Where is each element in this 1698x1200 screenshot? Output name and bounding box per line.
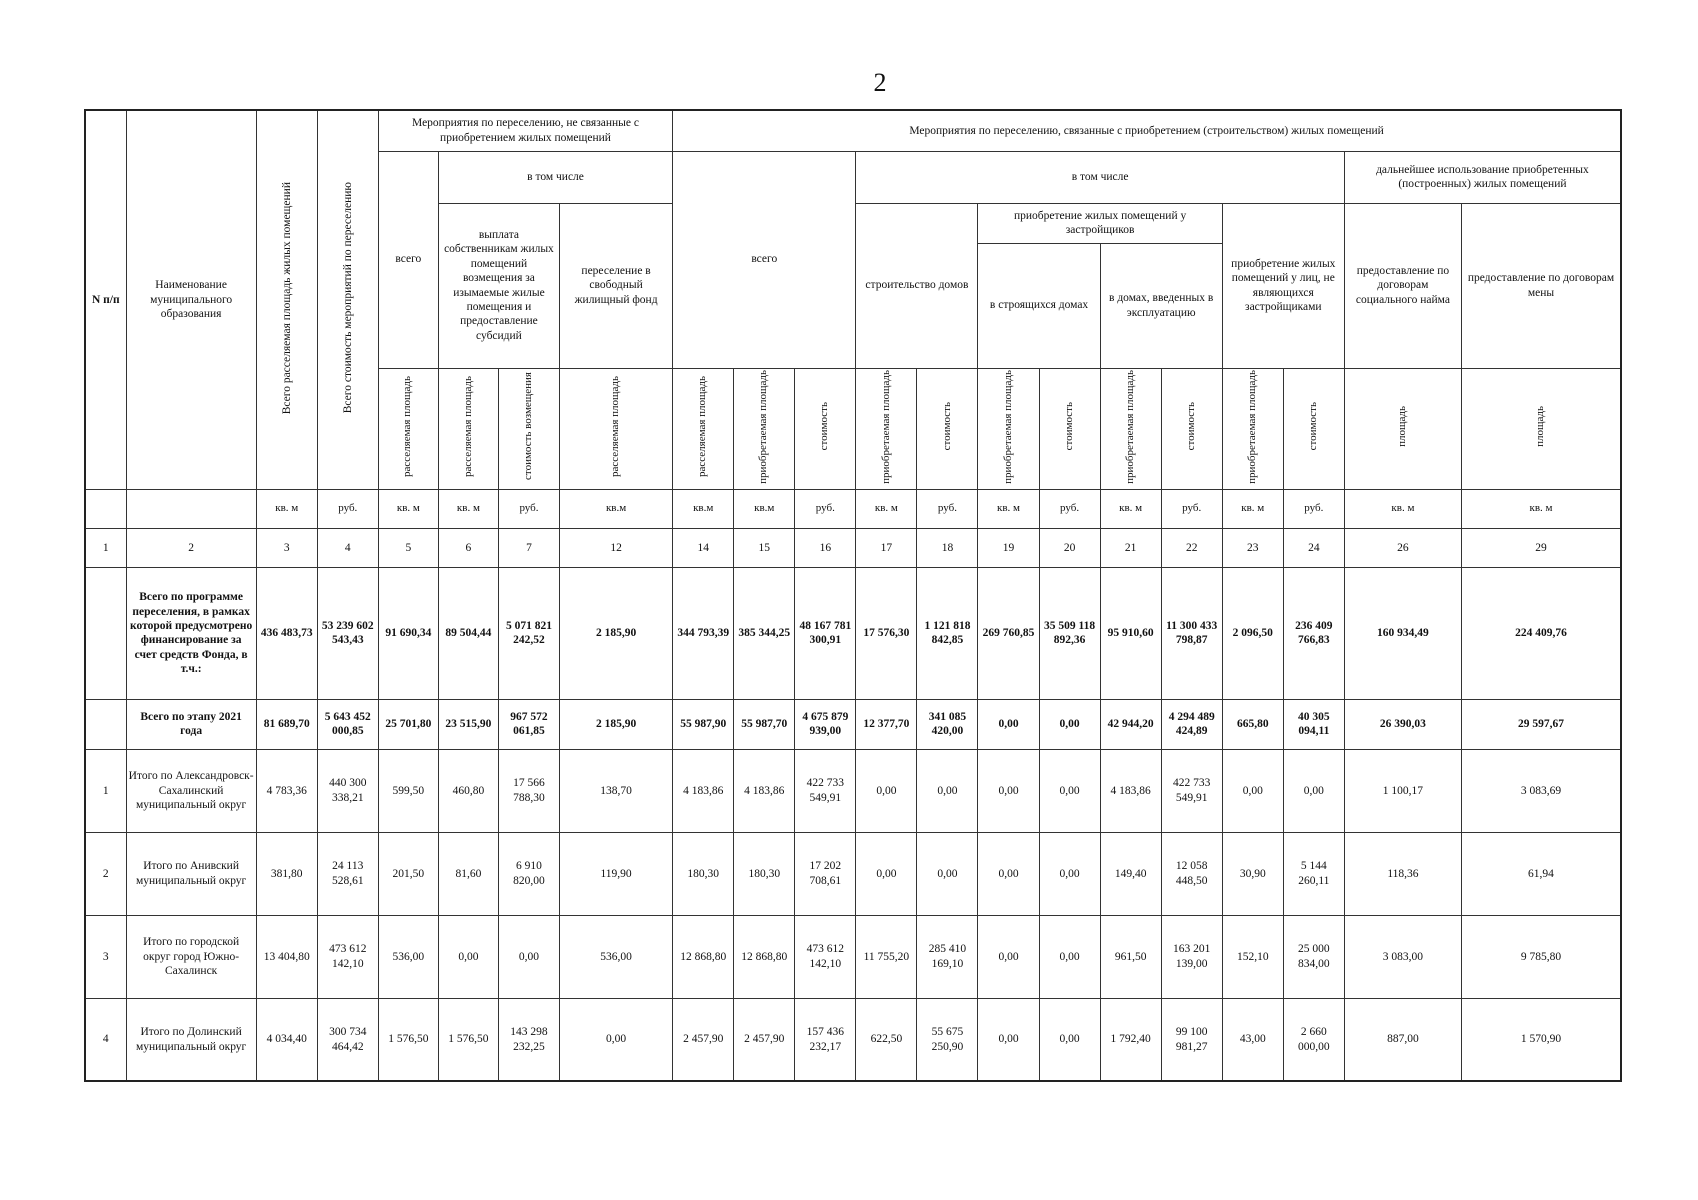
table-cell: 0,00 (978, 915, 1039, 998)
table-cell: 42 944,20 (1100, 699, 1161, 749)
table-cell: 4 183,86 (1100, 749, 1161, 832)
unit-cell: кв. м (438, 489, 498, 528)
column-number: 24 (1283, 528, 1344, 567)
column-number: 15 (734, 528, 795, 567)
table-cell: 6 910 820,00 (498, 832, 559, 915)
row-name: Итого по Анивский муниципальный округ (126, 832, 256, 915)
table-cell: 5 144 260,11 (1283, 832, 1344, 915)
row-number (85, 567, 126, 699)
table-cell: 961,50 (1100, 915, 1161, 998)
sub-col-24: стоимость (1283, 368, 1344, 489)
table-cell: 341 085 420,00 (917, 699, 978, 749)
table-cell: 61,94 (1461, 832, 1621, 915)
table-cell: 12 377,70 (856, 699, 917, 749)
table-cell: 5 643 452 000,85 (317, 699, 378, 749)
table-cell: 0,00 (560, 998, 673, 1081)
sub-col-20: стоимость (1039, 368, 1100, 489)
header-total-area (256, 110, 317, 489)
row-number: 1 (85, 749, 126, 832)
table-cell: 0,00 (1039, 998, 1100, 1081)
table-cell: 0,00 (1039, 915, 1100, 998)
table-cell: 0,00 (1222, 749, 1283, 832)
header-total-area-text: Всего расселяемая площадь жилых помещений (280, 181, 293, 414)
unit-cell: кв. м (1461, 489, 1621, 528)
table-cell: 55 987,70 (734, 699, 795, 749)
sub-col-18: стоимость (917, 368, 978, 489)
table-row (85, 915, 1621, 998)
table-cell: 1 792,40 (1100, 998, 1161, 1081)
unit-cell: руб. (1283, 489, 1344, 528)
column-number: 26 (1344, 528, 1461, 567)
table-cell: 344 793,39 (673, 567, 734, 699)
table-cell: 26 390,03 (1344, 699, 1461, 749)
header-social-lease: предоставление по договорам социального найма (1344, 203, 1461, 368)
header-construction: строительство домов (856, 203, 978, 368)
table-cell: 224 409,76 (1461, 567, 1621, 699)
header-total-cost-text: Всего стоимость мероприятий по переселению (341, 182, 354, 414)
header-purchase-developers: приобретение жилых помещений у застройщиков (978, 203, 1222, 243)
unit-cell: руб. (1039, 489, 1100, 528)
sub-col-17: приобретаемая площадь (856, 368, 917, 489)
unit-cell: кв. м (256, 489, 317, 528)
sub-col-12: расселяемая площадь (560, 368, 673, 489)
table-cell: 887,00 (1344, 998, 1461, 1081)
column-number: 3 (256, 528, 317, 567)
unit-cell: руб. (795, 489, 856, 528)
table-cell: 0,00 (978, 998, 1039, 1081)
column-number: 7 (498, 528, 559, 567)
table-cell: 0,00 (1283, 749, 1344, 832)
table-cell: 11 300 433 798,87 (1161, 567, 1222, 699)
table-cell: 89 504,44 (438, 567, 498, 699)
unit-cell: кв.м (673, 489, 734, 528)
table-cell: 24 113 528,61 (317, 832, 378, 915)
table-cell: 599,50 (378, 749, 438, 832)
column-number: 17 (856, 528, 917, 567)
table-cell: 12 058 448,50 (1161, 832, 1222, 915)
table-cell: 385 344,25 (734, 567, 795, 699)
table-cell: 2 185,90 (560, 567, 673, 699)
table-cell: 0,00 (856, 832, 917, 915)
unit-cell: руб. (317, 489, 378, 528)
unit-cell (126, 489, 256, 528)
column-number: 2 (126, 528, 256, 567)
sub-col-21: приобретаемая площадь (1100, 368, 1161, 489)
table-cell: 536,00 (378, 915, 438, 998)
table-cell: 17 576,30 (856, 567, 917, 699)
sub-col-16: стоимость (795, 368, 856, 489)
unit-cell: кв. м (1222, 489, 1283, 528)
table-cell: 269 760,85 (978, 567, 1039, 699)
table-cell: 0,00 (1039, 832, 1100, 915)
table-cell: 1 576,50 (438, 998, 498, 1081)
table-cell: 152,10 (1222, 915, 1283, 998)
table-cell: 157 436 232,17 (795, 998, 856, 1081)
row-name: Всего по программе переселения, в рамках которой предусмотрено финансирование за счет средств Фонда, в т.ч.: (126, 567, 256, 699)
header-purchase-nondev: приобретение жилых помещений у лиц, не являющихся застройщиками (1222, 203, 1344, 368)
table-cell: 422 733 549,91 (795, 749, 856, 832)
unit-cell (85, 489, 126, 528)
unit-cell: кв.м (560, 489, 673, 528)
column-number: 16 (795, 528, 856, 567)
header-exchange: предоставление по договорам мены (1461, 203, 1621, 368)
page-number: 2 (873, 68, 887, 97)
row-number (85, 699, 126, 749)
column-number: 6 (438, 528, 498, 567)
row-number: 3 (85, 915, 126, 998)
table-cell: 0,00 (1039, 749, 1100, 832)
sub-col-19: приобретаемая площадь (978, 368, 1039, 489)
table-row (85, 699, 1621, 749)
table-cell: 55 675 250,90 (917, 998, 978, 1081)
table-cell: 30,90 (1222, 832, 1283, 915)
table-row (85, 749, 1621, 832)
table-cell: 35 509 118 892,36 (1039, 567, 1100, 699)
column-number: 4 (317, 528, 378, 567)
header-payment: выплата собственникам жилых помещений возмещения за изымаемые жилые помещения и предоставление субсидий (438, 203, 559, 368)
table-cell: 4 183,86 (673, 749, 734, 832)
table-cell: 180,30 (734, 832, 795, 915)
table-cell: 440 300 338,21 (317, 749, 378, 832)
table-cell: 29 597,67 (1461, 699, 1621, 749)
table-cell: 180,30 (673, 832, 734, 915)
table-cell: 160 934,49 (1344, 567, 1461, 699)
table-cell: 300 734 464,42 (317, 998, 378, 1081)
table-cell: 436 483,73 (256, 567, 317, 699)
table-cell: 0,00 (498, 915, 559, 998)
table-cell: 0,00 (856, 749, 917, 832)
table-cell: 81 689,70 (256, 699, 317, 749)
unit-cell: кв.м (734, 489, 795, 528)
column-number: 18 (917, 528, 978, 567)
table-cell: 11 755,20 (856, 915, 917, 998)
unit-cell: руб. (498, 489, 559, 528)
table-cell: 17 202 708,61 (795, 832, 856, 915)
unit-cell: руб. (1161, 489, 1222, 528)
table-cell: 13 404,80 (256, 915, 317, 998)
table-cell: 201,50 (378, 832, 438, 915)
table-cell: 422 733 549,91 (1161, 749, 1222, 832)
table-cell: 4 034,40 (256, 998, 317, 1081)
sub-col-22: стоимость (1161, 368, 1222, 489)
sub-col-14: расселяемая площадь (673, 368, 734, 489)
row-number: 4 (85, 998, 126, 1081)
table-cell: 0,00 (978, 832, 1039, 915)
unit-cell: кв. м (1344, 489, 1461, 528)
table-row (85, 998, 1621, 1081)
unit-cell: кв. м (378, 489, 438, 528)
unit-cell: руб. (917, 489, 978, 528)
row-name: Итого по Александровск-Сахалинский муниципальный округ (126, 749, 256, 832)
table-cell: 143 298 232,25 (498, 998, 559, 1081)
table-cell: 0,00 (438, 915, 498, 998)
table-cell: 0,00 (917, 832, 978, 915)
table-row (85, 567, 1621, 699)
table-cell: 3 083,00 (1344, 915, 1461, 998)
unit-cell: кв. м (856, 489, 917, 528)
table-cell: 119,90 (560, 832, 673, 915)
table-cell: 4 675 879 939,00 (795, 699, 856, 749)
row-number: 2 (85, 832, 126, 915)
table-cell: 99 100 981,27 (1161, 998, 1222, 1081)
column-number: 19 (978, 528, 1039, 567)
table-cell: 91 690,34 (378, 567, 438, 699)
sub-col-26: площадь (1344, 368, 1461, 489)
table-cell: 4 294 489 424,89 (1161, 699, 1222, 749)
table-cell: 3 083,69 (1461, 749, 1621, 832)
resettlement-table (84, 109, 1622, 1082)
header-commissioned: в домах, введенных в эксплуатацию (1100, 243, 1222, 368)
table-cell: 55 987,90 (673, 699, 734, 749)
table-cell: 4 783,36 (256, 749, 317, 832)
header-under-construction: в строящихся домах (978, 243, 1100, 368)
units-row (85, 489, 1621, 528)
table-cell: 2 660 000,00 (1283, 998, 1344, 1081)
column-number: 1 (85, 528, 126, 567)
sub-col-6: расселяемая площадь (438, 368, 498, 489)
table-row (85, 832, 1621, 915)
table-cell: 12 868,80 (734, 915, 795, 998)
table-cell: 118,36 (1344, 832, 1461, 915)
sub-col-5: расселяемая площадь (378, 368, 438, 489)
table-cell: 43,00 (1222, 998, 1283, 1081)
header-n: N п/п (85, 110, 126, 489)
table-cell: 149,40 (1100, 832, 1161, 915)
table-cell: 1 576,50 (378, 998, 438, 1081)
table-cell: 622,50 (856, 998, 917, 1081)
column-number: 20 (1039, 528, 1100, 567)
sub-col-23: приобретаемая площадь (1222, 368, 1283, 489)
header-group-related: Мероприятия по переселению, связанные с приобретением (строительством) жилых помещений (673, 110, 1621, 151)
row-name: Итого по городской округ город Южно-Сахалинск (126, 915, 256, 998)
table-cell: 0,00 (1039, 699, 1100, 749)
header-nr-v-tom-chisle: в том числе (438, 151, 672, 203)
table-cell: 2 185,90 (560, 699, 673, 749)
column-number: 29 (1461, 528, 1621, 567)
table-cell: 460,80 (438, 749, 498, 832)
header-r-v-tom-chisle: в том числе (856, 151, 1345, 203)
table-cell: 138,70 (560, 749, 673, 832)
table-cell: 473 612 142,10 (317, 915, 378, 998)
column-numbers-row (85, 528, 1621, 567)
table-cell: 5 071 821 242,52 (498, 567, 559, 699)
header-group-not-related: Мероприятия по переселению, не связанные с приобретением жилых помещений (378, 110, 672, 151)
data-rows (85, 567, 1621, 1081)
column-number: 5 (378, 528, 438, 567)
table-cell: 1 100,17 (1344, 749, 1461, 832)
table-cell: 53 239 602 543,43 (317, 567, 378, 699)
table-cell: 1 570,90 (1461, 998, 1621, 1081)
table-cell: 0,00 (978, 749, 1039, 832)
table-cell: 967 572 061,85 (498, 699, 559, 749)
table-cell: 0,00 (978, 699, 1039, 749)
table-cell: 23 515,90 (438, 699, 498, 749)
table-cell: 2 096,50 (1222, 567, 1283, 699)
table-cell: 2 457,90 (673, 998, 734, 1081)
table-cell: 1 121 818 842,85 (917, 567, 978, 699)
table-cell: 17 566 788,30 (498, 749, 559, 832)
table-cell: 40 305 094,11 (1283, 699, 1344, 749)
table-cell: 12 868,80 (673, 915, 734, 998)
table-cell: 163 201 139,00 (1161, 915, 1222, 998)
table-cell: 4 183,86 (734, 749, 795, 832)
table-cell: 25 701,80 (378, 699, 438, 749)
table-cell: 285 410 169,10 (917, 915, 978, 998)
header-free-fund: переселение в свободный жилищный фонд (560, 203, 673, 368)
header-total-cost (317, 110, 378, 489)
row-name: Всего по этапу 2021 года (126, 699, 256, 749)
header-further-use: дальнейшее использование приобретенных (построенных) жилых помещений (1344, 151, 1621, 203)
table-cell: 81,60 (438, 832, 498, 915)
table-cell: 9 785,80 (1461, 915, 1621, 998)
sub-col-15: приобретаемая площадь (734, 368, 795, 489)
row-name: Итого по Долинский муниципальный округ (126, 998, 256, 1081)
column-number: 23 (1222, 528, 1283, 567)
header-r-vsego: всего (673, 151, 856, 368)
sub-col-7: стоимость возмещения (498, 368, 559, 489)
column-number: 14 (673, 528, 734, 567)
table-cell: 95 910,60 (1100, 567, 1161, 699)
column-number: 21 (1100, 528, 1161, 567)
table-cell: 2 457,90 (734, 998, 795, 1081)
column-number: 22 (1161, 528, 1222, 567)
table-cell: 236 409 766,83 (1283, 567, 1344, 699)
table-cell: 25 000 834,00 (1283, 915, 1344, 998)
table-cell: 665,80 (1222, 699, 1283, 749)
header-nr-vsego: всего (378, 151, 438, 368)
unit-cell: кв. м (1100, 489, 1161, 528)
table-cell: 536,00 (560, 915, 673, 998)
table-cell: 473 612 142,10 (795, 915, 856, 998)
unit-cell: кв. м (978, 489, 1039, 528)
table-cell: 48 167 781 300,91 (795, 567, 856, 699)
column-number: 12 (560, 528, 673, 567)
table-cell: 0,00 (917, 749, 978, 832)
table-cell: 381,80 (256, 832, 317, 915)
sub-col-29: площадь (1461, 368, 1621, 489)
header-name: Наименование муниципального образования (126, 110, 256, 489)
